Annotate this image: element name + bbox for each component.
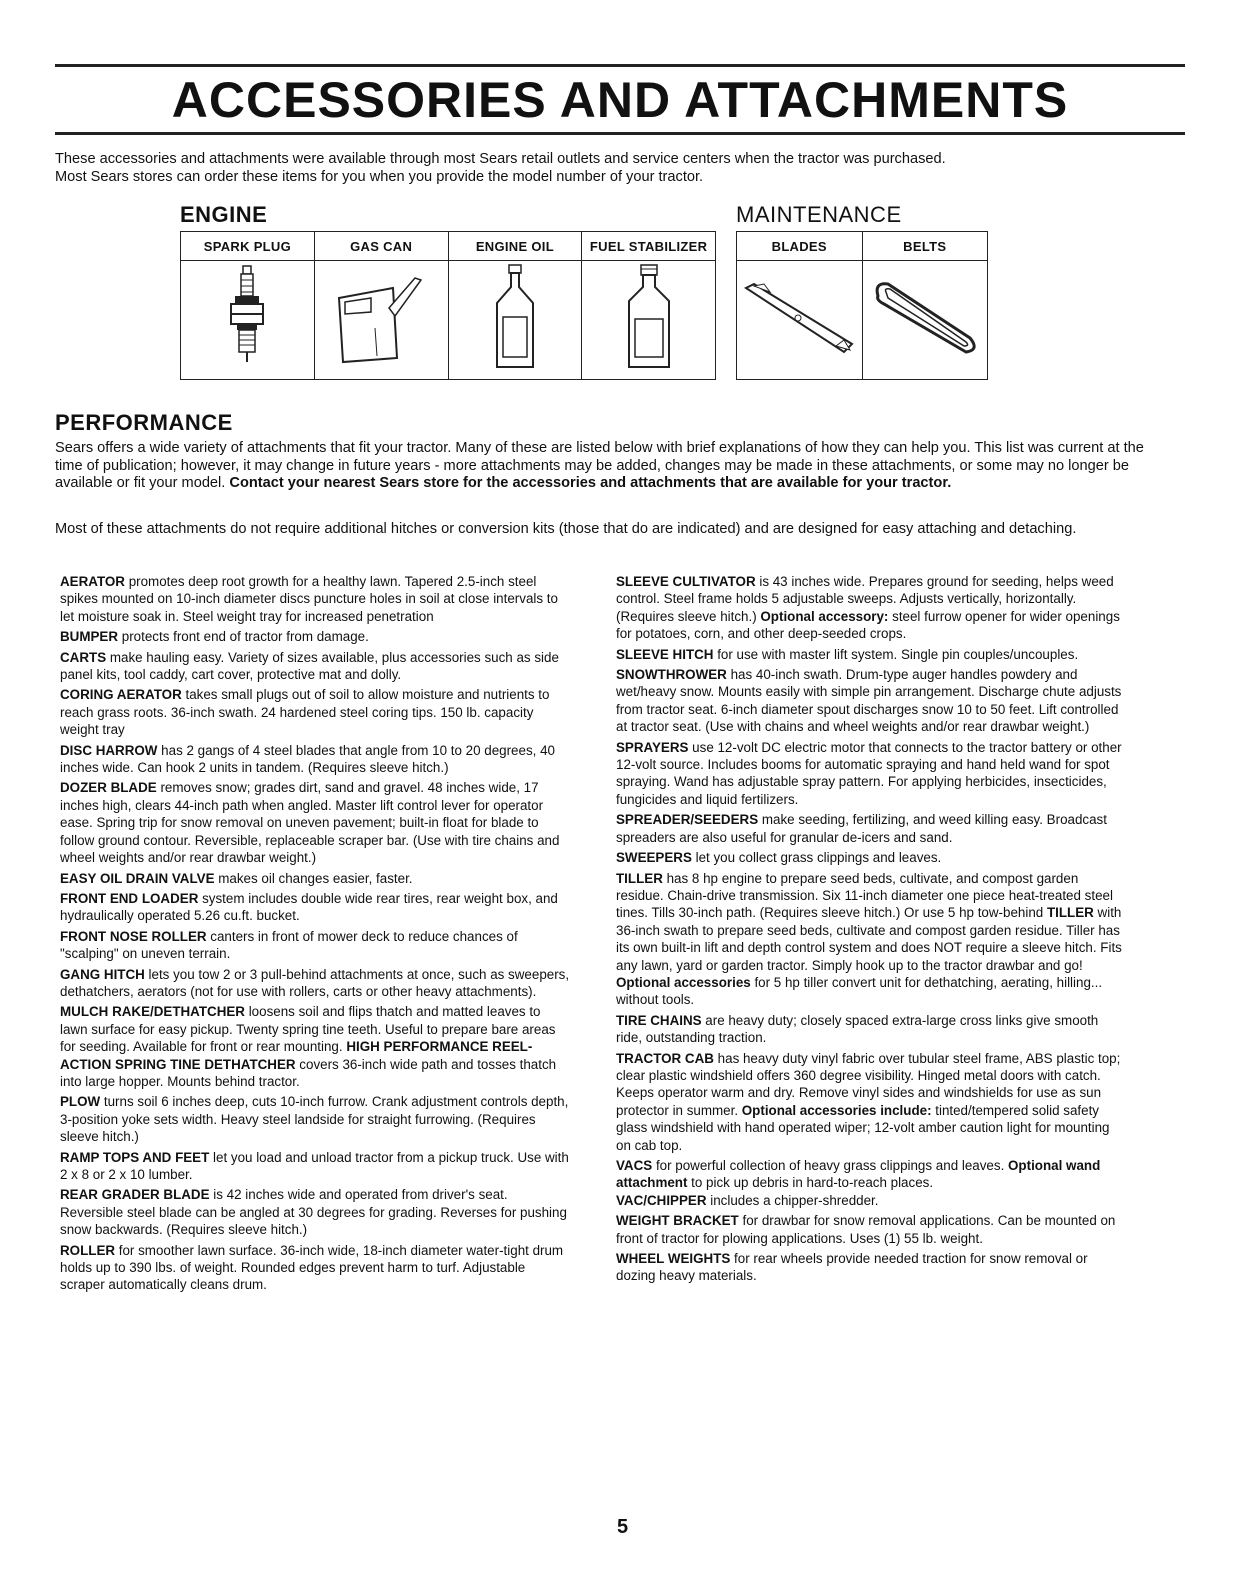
maintenance-table: [736, 231, 988, 380]
item-name-secondary: Optional accessory:: [756, 608, 889, 624]
item-name: TIRE CHAINS: [616, 1012, 702, 1028]
blades-cell: [737, 261, 863, 380]
fuel-stabilizer-cell: [582, 261, 716, 380]
top-rule: [55, 64, 1185, 67]
item-name-secondary: Optional wand attachment: [616, 1158, 1101, 1191]
item-description: let you collect grass clippings and leaves.: [691, 850, 942, 866]
item-description: lets you tow 2 or 3 pull-behind attachments at once, such as sweepers, dethatchers, aerators (not for use with rollers, carts or other heavy attachments).: [60, 966, 570, 999]
item-description: let you load and unload tractor from a pickup truck. Use with 2 x 8 or 2 x 10 lumber.: [60, 1149, 569, 1182]
item-description: for rear wheels provide needed traction for snow removal or dozing heavy materials.: [616, 1251, 1088, 1284]
item-name: EASY OIL DRAIN VALVE: [60, 870, 215, 886]
item-description: for powerful collection of heavy grass clippings and leaves.: [652, 1158, 1005, 1173]
item-name: SNOWTHROWER: [616, 667, 727, 683]
item-name: CORING AERATOR: [60, 687, 182, 703]
performance-paragraph-1: [55, 440, 1175, 493]
intro-line-2: Most Sears stores can order these items for you when you provide the model number of your tractor.: [55, 169, 704, 185]
item-wheel-weights: [616, 1250, 1126, 1285]
page-number: 5: [616, 1516, 629, 1538]
item-name: FRONT END LOADER: [60, 890, 199, 906]
item-rear-grader-blade: [60, 1186, 570, 1238]
item-name: REAR GRADER BLADE: [60, 1187, 210, 1203]
gas-can-icon: [331, 268, 431, 368]
item-description: has heavy duty vinyl fabric over tubular steel frame, ABS plastic top; clear plastic windshield offers 360 degree visibility. Hinged metal doors with catch. Keeps operator warm and dry. Remove vinyl sides and windshields for use as sun protector in summer.: [616, 1050, 1121, 1118]
left-column: [60, 573, 570, 1297]
item-name: GANG HITCH: [60, 966, 145, 982]
item-name: FRONT NOSE ROLLER: [60, 928, 207, 944]
item-name: CARTS: [60, 649, 107, 665]
item-name: DISC HARROW: [60, 742, 158, 758]
item-front-nose-roller: [60, 928, 570, 963]
spark-plug-cell: [181, 261, 315, 380]
spark-plug-icon: [227, 264, 267, 372]
item-description-tertiary: for 5 hp tiller convert unit for dethatching, aerating, hilling... without tools.: [616, 974, 1103, 1008]
intro-text: [55, 150, 1175, 186]
item-name: PLOW: [60, 1094, 101, 1110]
item-sprayers: [616, 739, 1126, 809]
belt-icon: [866, 276, 984, 360]
item-description: has 2 gangs of 4 steel blades that angle from 10 to 20 degrees, 40 inches wide. Can hook 2 units in tandem. (Requires sleeve hitch.): [60, 742, 555, 776]
item-mulch-rake-dethatcher: [60, 1003, 570, 1090]
item-name: TRACTOR CAB: [616, 1050, 714, 1066]
item-name: DOZER BLADE: [60, 780, 157, 796]
item-description: makes oil changes easier, faster.: [214, 870, 413, 886]
item-tire-chains: [616, 1012, 1126, 1047]
item-description: for drawbar for snow removal applications. Can be mounted on front of tractor for plowing applications. Uses (1) 55 lb. weight.: [616, 1213, 1116, 1246]
engine-label-spark-plug: SPARK PLUG: [181, 232, 315, 261]
item-description: system includes double wide rear tires, rear weight box, and hydraulically operated 5.26 cu.ft. bucket.: [60, 890, 558, 924]
maintenance-heading: MAINTENANCE: [736, 202, 902, 227]
gas-can-cell: [314, 261, 448, 380]
page-title: ACCESSORIES AND ATTACHMENTS: [171, 72, 1069, 128]
item-description: promotes deep root growth for a healthy lawn. Tapered 2.5-inch steel spikes mounted on 10-inch diameter discs puncture holes in soil at close intervals to let moisture soak in. Steel weight tray for increased penetration: [60, 574, 558, 624]
engine-heading: ENGINE: [180, 202, 268, 227]
performance-paragraph-2: Most of these attachments do not require additional hitches or conversion kits (those that do are indicated) and are designed for easy attaching and detaching.: [55, 521, 1077, 537]
stabilizer-bottle-icon: [619, 263, 679, 373]
item-description: has 40-inch swath. Drum-type auger handles powdery and wet/heavy snow. Mounts easily with simple pin arrangement. Discharge chute adjusts from tractor seat. 6-inch diameter spout discharges snow 10 to 50 feet. Lift controlled at tractor seat. (Use with chains and wheel weights and/or rear drawbar weight.): [616, 667, 1122, 735]
oil-bottle-icon: [485, 263, 545, 373]
item-easy-oil-drain-valve: [60, 870, 570, 887]
item-name: SWEEPERS: [616, 850, 692, 866]
item-plow: [60, 1093, 570, 1145]
item-name-tertiary: Optional accessories: [616, 974, 751, 990]
item-aerator: [60, 573, 570, 625]
item-tractor-cab: [616, 1050, 1126, 1154]
item-name: VACS: [616, 1158, 653, 1173]
item-name: SPREADER/SEEDERS: [616, 812, 759, 828]
item-front-end-loader: [60, 890, 570, 925]
performance-paragraph-1-bold: Contact your nearest Sears store for the accessories and attachments that are available for your tractor.: [229, 475, 952, 491]
performance-heading: PERFORMANCE: [55, 410, 233, 435]
item-description: turns soil 6 inches deep, cuts 10-inch furrow. Crank adjustment controls depth, 3-position yoke sets width. Heavy steel landside for straight furrowing. (Requires sleeve hitch.): [60, 1094, 569, 1145]
item-name: WEIGHT BRACKET: [616, 1213, 739, 1229]
item-description: includes a chipper-shredder.: [706, 1192, 879, 1208]
item-description-secondary: tinted/tempered solid safety glass windshield with hand operated wiper; 12-volt amber caution light for mounting on cab top.: [616, 1102, 1110, 1153]
engine-table: [180, 231, 716, 380]
item-name: BUMPER: [60, 629, 119, 645]
item-bumper: [60, 628, 570, 645]
item-spreader-seeders: [616, 811, 1126, 846]
item-sleeve-hitch: [616, 646, 1126, 663]
performance-paragraph-1-text: Sears offers a wide variety of attachments that fit your tractor. Many of these are listed below with brief explanations of how they can help you. This list was current at the time of publication; however, it may change in future years - more attachments may be added, changes may be made in these attachments, or some may no longer be available or fit your model.: [55, 440, 1144, 491]
item-name: AERATOR: [60, 574, 125, 589]
item-disc-harrow: [60, 742, 570, 777]
item-weight-bracket: [616, 1212, 1126, 1247]
item-description: loosens soil and flips thatch and matted leaves to lawn surface for easy pickup. Twenty spring tine teeth. Useful to prepare bare areas for seeding. Available for front or rear mounting.: [60, 1004, 556, 1055]
maintenance-label-belts: BELTS: [862, 232, 988, 261]
item-name: SLEEVE CULTIVATOR: [616, 574, 756, 589]
item-description-secondary: to pick up debris in hard-to-reach places.: [687, 1175, 934, 1191]
item-name: VAC/CHIPPER: [616, 1192, 707, 1208]
item-description: is 43 inches wide. Prepares ground for seeding, helps weed control. Steel frame holds 5 adjustable sweeps. Adjusts vertically, horizontally. (Requires sleeve hitch.): [616, 574, 1114, 624]
item-tiller: [616, 870, 1126, 1009]
item-name: TILLER: [616, 870, 663, 886]
item-name: RAMP TOPS AND FEET: [60, 1149, 210, 1165]
item-name: SPRAYERS: [616, 739, 689, 755]
title-rule: [55, 132, 1185, 135]
engine-label-fuel-stabilizer: FUEL STABILIZER: [582, 232, 716, 261]
item-description: for use with master lift system. Single pin couples/uncouples.: [713, 646, 1079, 662]
item-carts: [60, 649, 570, 684]
item-name: WHEEL WEIGHTS: [616, 1251, 731, 1267]
belts-cell: [862, 261, 988, 380]
item-description: use 12-volt DC electric motor that connects to the tractor battery or other 12-volt source. Includes booms for automatic spraying and hand held wand for spot spraying. Wand has adjustable spray pattern. For applying herbicides, insecticides, fungicides and liquid fertilizers.: [616, 739, 1122, 807]
item-description-secondary: covers 36-inch wide path and tosses thatch into large hopper. Mounts behind tractor.: [60, 1056, 557, 1089]
item-description: canters in front of mower deck to reduce chances of "scalping" on uneven terrain.: [60, 928, 518, 962]
item-description-secondary: with 36-inch swath to prepare seed beds, cultivate and compost garden residue. Tiller has its own built-in lift and depth control system and does NOT require a sleeve hitch. Fits any lawn, yard or garden tractor. Simply hook up to the tractor drawbar and go!: [616, 905, 1122, 973]
item-description: is 42 inches wide and operated from driver's seat. Reversible steel blade can be angled at 30 degrees for grading. Reverses for pushing snow backwards. (Requires sleeve hitch.): [60, 1187, 567, 1238]
item-ramp-tops-and-feet: [60, 1149, 570, 1184]
item-description: make hauling easy. Variety of sizes available, plus accessories such as side panel kits, tool caddy, cart cover, protective mat and dolly.: [60, 649, 559, 683]
engine-label-gas-can: GAS CAN: [314, 232, 448, 261]
item-name-secondary: Optional accessories include:: [738, 1102, 932, 1118]
item-description: make seeding, fertilizing, and weed killing easy. Broadcast spreaders are also useful for granular de-icers and sand.: [616, 812, 1107, 845]
item-roller: [60, 1242, 570, 1294]
item-dozer-blade: [60, 779, 570, 866]
maintenance-label-blades: BLADES: [737, 232, 863, 261]
item-description: for smoother lawn surface. 36-inch wide, 18-inch diameter water-tight drum holds up to 390 lbs. of weight. Rounded edges prevent harm to turf. Adjustable scraper automatically cleans drum.: [60, 1242, 564, 1293]
blade-icon: [740, 278, 858, 358]
item-description: has 8 hp engine to prepare seed beds, cultivate, and compost garden residue. Chain-drive transmission. Six 11-inch diameter one piece heat-treated steel tines. Tills 30-inch path. (Requires sleeve hitch.) Or use 5 hp tow-behind: [616, 870, 1113, 921]
item-name: ROLLER: [60, 1242, 116, 1258]
item-name: MULCH RAKE/DETHATCHER: [60, 1004, 245, 1020]
item-description: takes small plugs out of soil to allow moisture and nutrients to reach grass roots. 36-inch swath. 24 hardened steel coring tips. 150 lb. capacity weight tray: [60, 687, 550, 738]
engine-label-engine-oil: ENGINE OIL: [448, 232, 582, 261]
item-description: are heavy duty; closely spaced extra-large cross links give smooth ride, outstanding traction.: [616, 1012, 1099, 1046]
item-sweepers: [616, 849, 1126, 866]
item-description: removes snow; grades dirt, sand and gravel. 48 inches wide, 17 inches high, clears 44-inch path when angled. Master lift control lever for operator ease. Spring trip for snow removal on uneven pavement; built-in float for blade to follow ground contour. Reversible, replaceable scraper bar. (Use with tire chains and wheel weights and/or rear drawbar weight.): [60, 780, 560, 866]
item-sleeve-cultivator: [616, 573, 1126, 643]
right-column: [616, 573, 1126, 1288]
item-snowthrower: [616, 666, 1126, 736]
item-coring-aerator: [60, 686, 570, 738]
engine-oil-cell: [448, 261, 582, 380]
item-vac-chipper: [616, 1192, 1126, 1209]
item-name-secondary: TILLER: [1043, 905, 1094, 921]
item-description: protects front end of tractor from damage.: [118, 629, 369, 645]
item-vacs: [616, 1157, 1126, 1192]
item-name-secondary: HIGH PERFORMANCE REEL-ACTION SPRING TINE DETHATCHER: [60, 1039, 533, 1072]
item-description-secondary: steel furrow opener for wider openings for potatoes, corn, and other deep-seeded crops.: [616, 608, 1120, 642]
intro-line-1: These accessories and attachments were available through most Sears retail outlets and service centers when the tractor was purchased.: [55, 151, 946, 167]
item-gang-hitch: [60, 966, 570, 1001]
item-name: SLEEVE HITCH: [616, 646, 714, 662]
